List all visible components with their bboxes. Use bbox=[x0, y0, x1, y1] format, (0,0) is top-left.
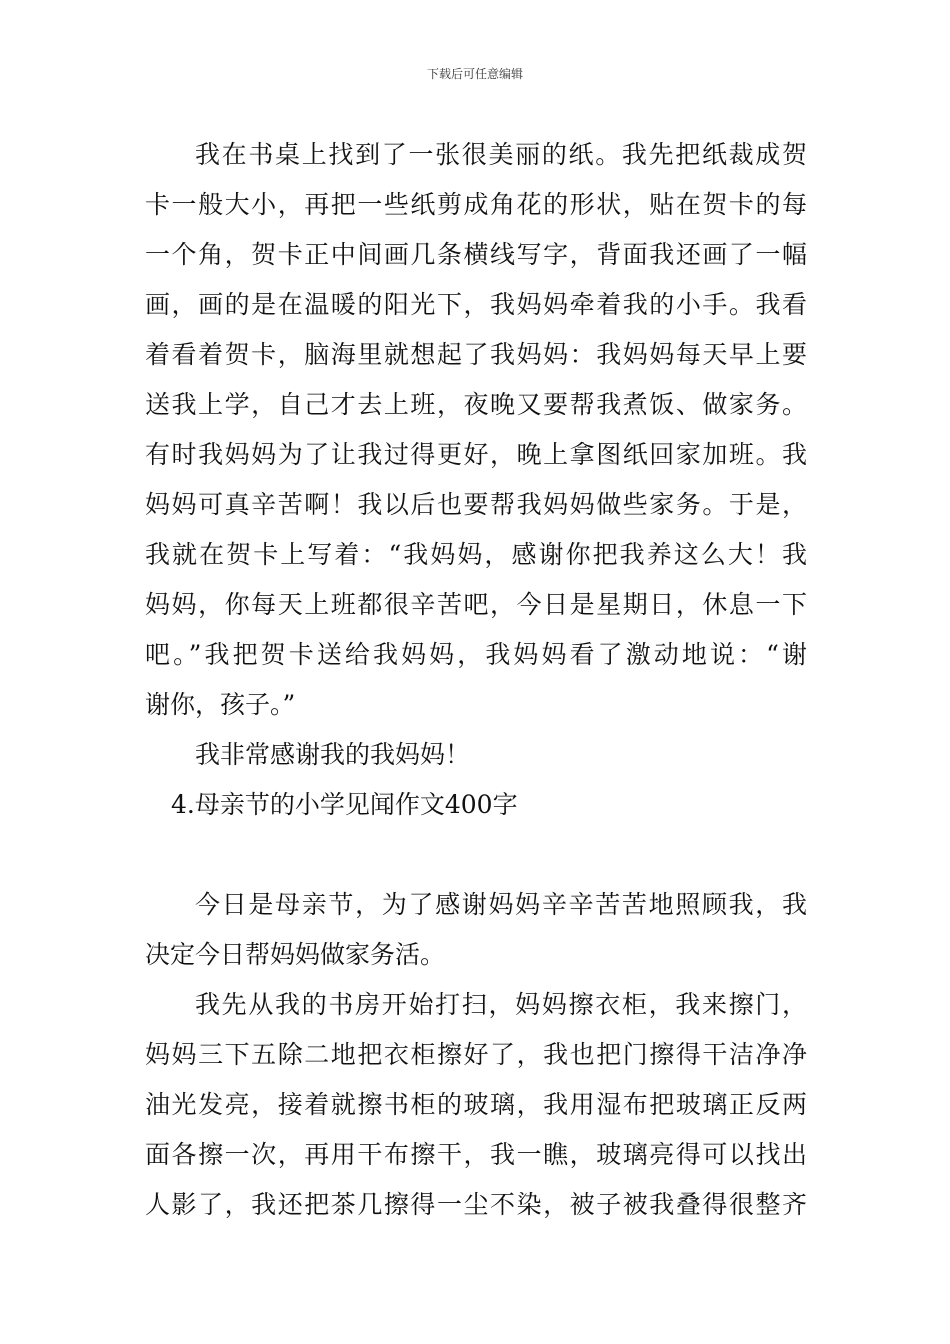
text-line: 我在书桌上找到了一张很美丽的纸。我先把纸裁成贺 bbox=[195, 140, 807, 169]
text-line: 人影了，我还把茶几擦得一尘不染，被子被我叠得很整齐 bbox=[145, 1190, 807, 1219]
text-line: 画，画的是在温暖的阳光下，我妈妈牵着我的小手。我看 bbox=[145, 290, 807, 319]
paragraph-thanks bbox=[145, 730, 807, 780]
text-line: 我先从我的书房开始打扫，妈妈擦衣柜，我来擦门， bbox=[195, 990, 807, 1019]
text-line: 油光发亮，接着就擦书柜的玻璃，我用湿布把玻璃正反两 bbox=[145, 1090, 807, 1119]
text-line: 我非常感谢我的我妈妈！ bbox=[195, 740, 471, 769]
text-line: 我就在贺卡上写着：“我妈妈，感谢你把我养这么大！我 bbox=[145, 540, 807, 569]
text-line: 有时我妈妈为了让我过得更好，晚上拿图纸回家加班。我 bbox=[145, 440, 807, 469]
text-line: 妈妈三下五除二地把衣柜擦好了，我也把门擦得干洁净净 bbox=[145, 1040, 807, 1069]
text-line: 妈妈，你每天上班都很辛苦吧，今日是星期日，休息一下 bbox=[145, 590, 807, 619]
text-line: 一个角，贺卡正中间画几条横线写字，背面我还画了一幅 bbox=[145, 240, 807, 269]
text-line: 面各擦一次，再用干布擦干，我一瞧，玻璃亮得可以找出 bbox=[145, 1140, 807, 1169]
paragraph-cleaning bbox=[145, 980, 807, 1230]
page-header: 下载后可任意编辑 bbox=[426, 67, 523, 81]
document-body bbox=[145, 130, 807, 1230]
paragraph-greeting-card bbox=[145, 130, 807, 730]
text-line: 送我上学，自己才去上班，夜晚又要帮我煮饭、做家务。 bbox=[145, 390, 807, 419]
paragraph-mothers-day bbox=[145, 880, 807, 980]
text-line: 妈妈可真辛苦啊！我以后也要帮我妈妈做些家务。于是， bbox=[145, 490, 807, 519]
blank-line bbox=[145, 830, 807, 880]
text-line: 决定今日帮妈妈做家务活。 bbox=[145, 940, 446, 969]
text-line: 着看着贺卡，脑海里就想起了我妈妈：我妈妈每天早上要 bbox=[145, 340, 807, 369]
text-line: 卡一般大小，再把一些纸剪成角花的形状，贴在贺卡的每 bbox=[145, 190, 807, 219]
text-line: 吧。”我把贺卡送给我妈妈，我妈妈看了激动地说：“谢 bbox=[145, 640, 807, 669]
text-line: 今日是母亲节，为了感谢妈妈辛辛苦苦地照顾我，我 bbox=[195, 890, 807, 919]
text-line: 谢你，孩子。” bbox=[145, 690, 296, 719]
section-heading: 4.母亲节的小学见闻作文400字 bbox=[171, 790, 518, 819]
